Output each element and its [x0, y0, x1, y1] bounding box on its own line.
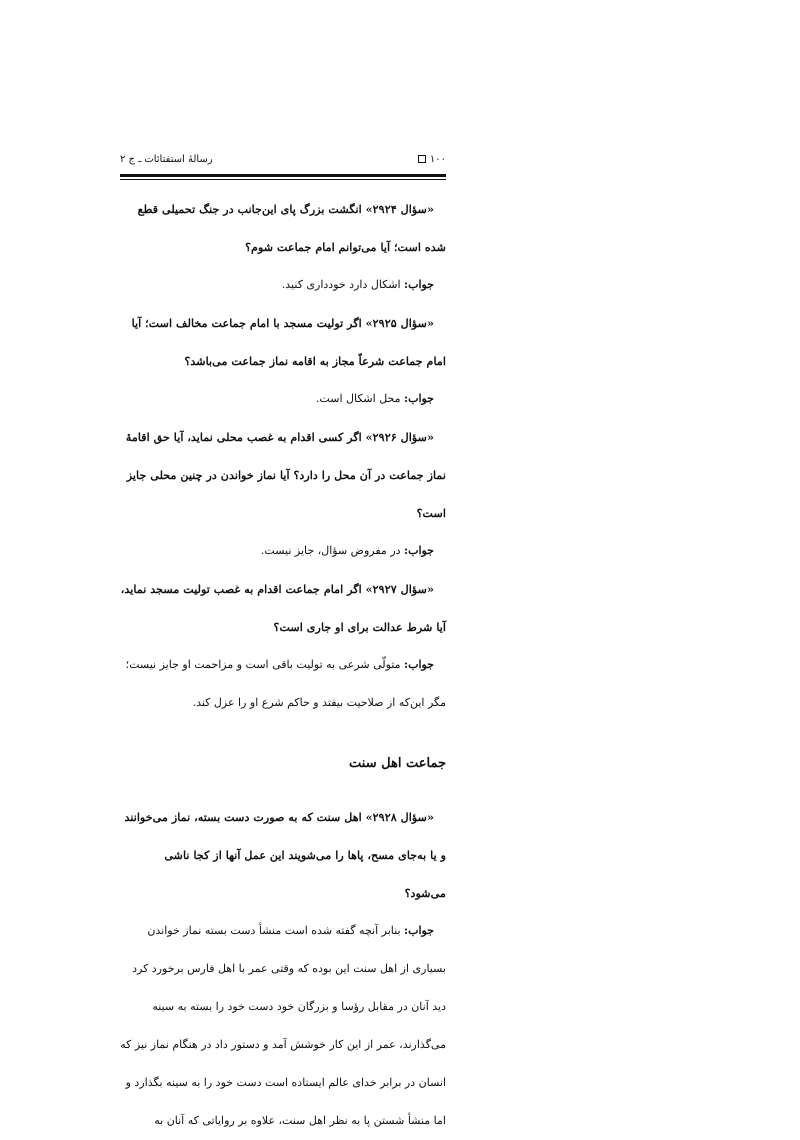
answer-label: جواب: [404, 544, 434, 557]
page-number: ۱۰۰ [429, 153, 446, 165]
page-number-group [418, 154, 446, 165]
answer-label: جواب: [404, 658, 434, 671]
question-2928: «سؤال ۲۹۲۸» اهل سنت که به صورت دست بسته، نماز می‌خوانند و یا به‌جای مسح، پاها را می‌شویند این عمل آنها از کجا ناشی می‌شود؟ [124, 810, 446, 900]
answer-text: اشکال دارد خودداری کنید. [281, 278, 401, 291]
answer-text: محل اشکال است. [315, 392, 401, 405]
square-ornament-icon [418, 155, 426, 163]
header-rule-thin [120, 179, 446, 180]
question-2926: «سؤال ۲۹۲۶» اگر کسی اقدام به غصب محلی نماید، آیا حق اقامهٔ نماز جماعت در آن محل را دارد؟ آیا نماز خواندن در چنین محلی جایز است؟ [125, 430, 446, 520]
answer-2924 [120, 266, 446, 304]
answer-text: متولّی شرعی به تولیت باقی است و مزاحمت او جایز نیست؛ مگر این‌که از صلاحیت بیفتد و حاکم شرع او را عزل کند. [125, 658, 446, 709]
answer-label: جواب: [404, 278, 434, 291]
answer-text: بنابر آنچه گفته شده است منشأ دست بسته نماز خواندن بسیاری از اهل سنت این بوده که وقتی عمر با اهل فارس برخورد کرد دید آنان در مقابل رؤسا و بزرگان خود دست خود را بسته به سینه می‌گذارند، عمر از این کار خوشش آمد و دستور داد در هنگام نماز نیز که انسان در برابر خدای عالم ایستاده است دست خود را به سینه بگذارد و اما منشأ شستن پا به نظر اهل سنت، علاوه بر روایاتی که آنان به [120, 924, 446, 1127]
question-2927: «سؤال ۲۹۲۷» اگر امام جماعت اقدام به غصب تولیت مسجد نماید، آیا شرط عدالت برای او جاری است؟ [120, 582, 446, 634]
answer-label: جواب: [404, 392, 434, 405]
answer-2928 [120, 912, 446, 1140]
header-rule-thick [120, 174, 446, 177]
answer-2925 [120, 380, 446, 418]
running-title: رسالهٔ استفتائات ـ ج ۲ [120, 153, 213, 165]
document-page [120, 150, 446, 1140]
answer-label: جواب: [404, 924, 434, 937]
answer-2926 [120, 532, 446, 570]
answer-text: در مفروض سؤال، جایز نیست. [260, 544, 401, 557]
question-2924: «سؤال ۲۹۲۴» انگشت بزرگ پای این‌جانب در جنگ تحمیلی قطع شده است؛ آیا می‌توانم امام جماعت شوم؟ [137, 202, 446, 254]
answer-2927 [120, 646, 446, 722]
section-title: جماعت اهل سنت [349, 756, 446, 771]
question-2925: «سؤال ۲۹۲۵» اگر تولیت مسجد با امام جماعت مخالف است؛ آیا امام جماعت شرعاً مجاز به اقامه نماز جماعت می‌باشد؟ [131, 316, 446, 368]
page-header [120, 150, 446, 168]
